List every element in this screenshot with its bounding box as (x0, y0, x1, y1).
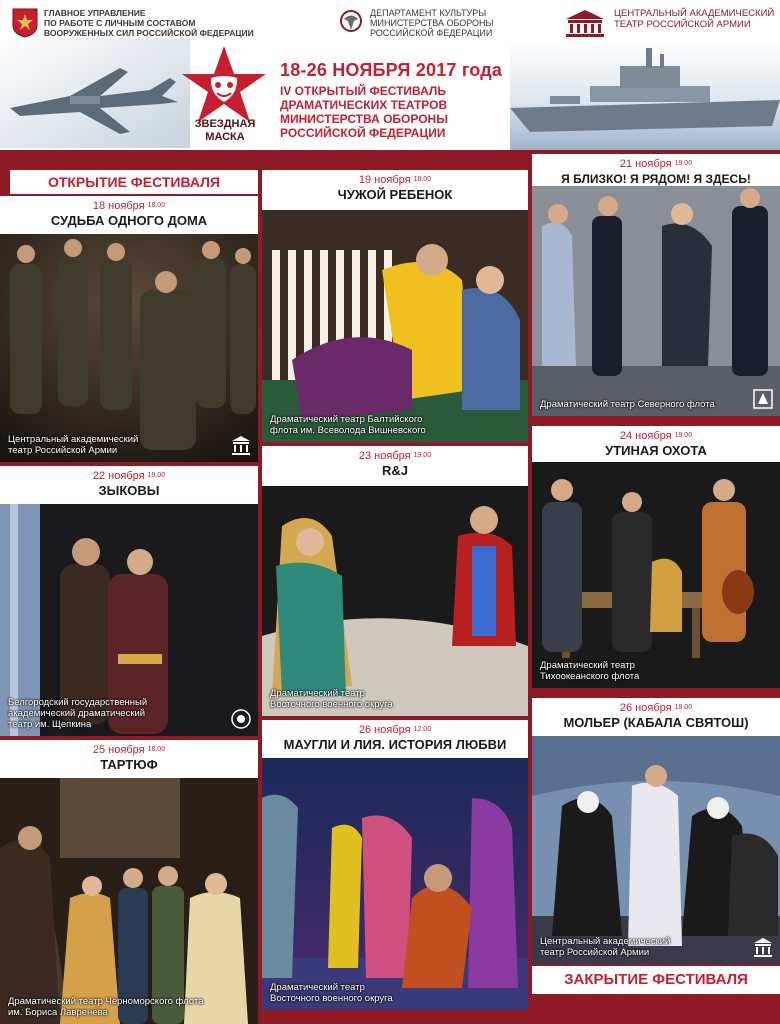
show-title: ТАРТЮФ (100, 757, 158, 772)
show-time: 18.00 (674, 704, 693, 711)
show-caption (262, 170, 528, 210)
show-title: СУДЬБА ОДНОГО ДОМА (50, 213, 208, 228)
show-card (532, 154, 780, 416)
org-main-directorate (12, 8, 254, 38)
stage-photo-soldiers (0, 234, 258, 462)
show-title: МОЛЬЕР (КАБАЛА СВЯТОШ) (563, 715, 749, 730)
show-date: 19 ноября 18.00 (358, 174, 432, 186)
festival-title-line-1: IV ОТКРЫТЫЙ ФЕСТИВАЛЬ (280, 84, 446, 98)
org1-line-2: ПО РАБОТЕ С ЛИЧНЫМ СОСТАВОМ (44, 18, 196, 28)
stage-photo-duck-hunt (532, 462, 780, 688)
show-title: ЧУЖОЙ РЕБЕНОК (337, 187, 453, 202)
show-title: R&J (381, 463, 408, 478)
eagle-emblem-icon (338, 8, 364, 38)
stage-photo-navy-dance (532, 186, 780, 416)
theatre-building-icon (562, 8, 608, 38)
show-time: 12.00 (413, 726, 432, 733)
org1-line-1: ГЛАВНОЕ УПРАВЛЕНИЕ (44, 8, 146, 18)
festival-title-line-3: МИНИСТЕРСТВА ОБОРОНЫ (280, 112, 448, 126)
show-caption (532, 426, 780, 462)
theatre-credit: Драматический театр Тихоокеанского флота (540, 660, 640, 682)
show-card (262, 170, 528, 442)
show-card (262, 446, 528, 716)
show-time: 18.00 (147, 202, 166, 209)
show-date: 18 ноября 18.00 (92, 200, 166, 212)
show-title: Я БЛИЗКО! Я РЯДОМ! Я ЗДЕСЬ! (561, 172, 751, 186)
show-caption (0, 740, 258, 778)
org-army-theatre (562, 8, 774, 38)
show-title: ЗЫКОВЫ (98, 483, 160, 498)
theatre-credit: Драматический театр Восточного военного округа (270, 688, 393, 710)
stage-photo-mowgli (262, 758, 528, 1010)
shield-emblem-icon (12, 8, 38, 38)
theatre-credit: Драматический театр Северного флота (540, 399, 715, 410)
show-time: 18.00 (413, 176, 432, 183)
theatre-credit: Центральный академический театр Российской Армии (8, 434, 139, 456)
show-card (532, 698, 780, 964)
show-caption (532, 154, 780, 186)
show-time: 18.00 (147, 746, 166, 753)
show-time: 19.00 (147, 472, 166, 479)
show-card (0, 196, 258, 462)
closing-banner: ЗАКРЫТИЕ ФЕСТИВАЛЯ (532, 966, 780, 994)
stage-photo-tartuffe (0, 778, 258, 1024)
show-time: 19.00 (674, 160, 693, 167)
org2-line-2: МИНИСТЕРСТВА ОБОРОНЫ (370, 18, 494, 28)
poster-header (0, 0, 780, 150)
org3-line-2: ТЕАТР РОССИЙСКОЙ АРМИИ (614, 19, 751, 30)
show-date: 21 ноября 19.00 (619, 158, 693, 170)
org2-line-3: РОССИЙСКОЙ ФЕДЕРАЦИИ (370, 28, 493, 38)
org2-line-1: ДЕПАРТАМЕНТ КУЛЬТУРЫ (370, 8, 487, 18)
show-caption (0, 196, 258, 234)
org-culture-department (338, 8, 494, 38)
stage-photo-moliere (532, 736, 780, 964)
show-date: 24 ноября 19.00 (619, 430, 693, 442)
show-caption (0, 466, 258, 504)
show-date: 25 ноября 18.00 (92, 744, 166, 756)
festival-title-line-4: РОССИЙСКОЙ ФЕДЕРАЦИИ (280, 126, 446, 140)
show-title: УТИНАЯ ОХОТА (605, 443, 707, 458)
show-card (532, 426, 780, 688)
show-time: 19.00 (413, 452, 432, 459)
opening-banner: ОТКРЫТИЕ ФЕСТИВАЛЯ (10, 170, 258, 194)
theatre-logo-icon (752, 388, 774, 410)
fighter-jet-illustration (0, 38, 190, 148)
theatre-credit: Драматический театр Восточного военного округа (270, 982, 393, 1004)
org3-line-1: ЦЕНТРАЛЬНЫЙ АКАДЕМИЧЕСКИЙ (614, 8, 775, 19)
show-time: 19.00 (674, 432, 693, 439)
show-title: МАУГЛИ И ЛИЯ. ИСТОРИЯ ЛЮБВИ (283, 737, 507, 752)
theatre-logo-icon (230, 434, 252, 456)
show-card (0, 466, 258, 736)
show-caption (262, 446, 528, 486)
festival-dates: 18-26 НОЯБРЯ 2017 года (280, 60, 503, 80)
theatre-credit: Драматический театр Черноморского флота им. Бориса Лавренёва (8, 996, 204, 1018)
warship-illustration (510, 40, 780, 150)
show-date: 23 ноября 19.00 (358, 450, 432, 462)
theatre-logo-icon (752, 936, 774, 958)
show-date: 22 ноября 19.00 (92, 470, 166, 482)
show-caption (532, 698, 780, 736)
show-caption (262, 720, 528, 758)
show-date: 26 ноября 18.00 (619, 702, 693, 714)
theatre-credit: Драматический театр Балтийского флота им. Всеволода Вишневского (270, 414, 426, 436)
org1-line-3: ВООРУЖЕННЫХ СИЛ РОССИЙСКОЙ ФЕДЕРАЦИИ (44, 28, 254, 38)
show-card (262, 720, 528, 1010)
theatre-logo-icon (230, 708, 252, 730)
festival-name-line-2: МАСКА (205, 131, 245, 143)
festival-title (280, 84, 510, 140)
show-card (0, 740, 258, 1024)
star-mask-logo-icon (178, 44, 270, 126)
stage-photo-romeo-juliet (262, 486, 528, 716)
stage-photo-strange-child (262, 210, 528, 442)
theatre-credit: Белгородский государственный академический драматический театр им. Щепкина (8, 697, 148, 730)
festival-title-line-2: ДРАМАТИЧЕСКИХ ТЕАТРОВ (280, 98, 448, 112)
show-date: 26 ноября 12.00 (358, 724, 432, 736)
festival-name-line-1: ЗВЕЗДНАЯ (194, 118, 256, 130)
festival-name (180, 118, 270, 144)
theatre-credit: Центральный академический театр Российской Армии (540, 936, 671, 958)
